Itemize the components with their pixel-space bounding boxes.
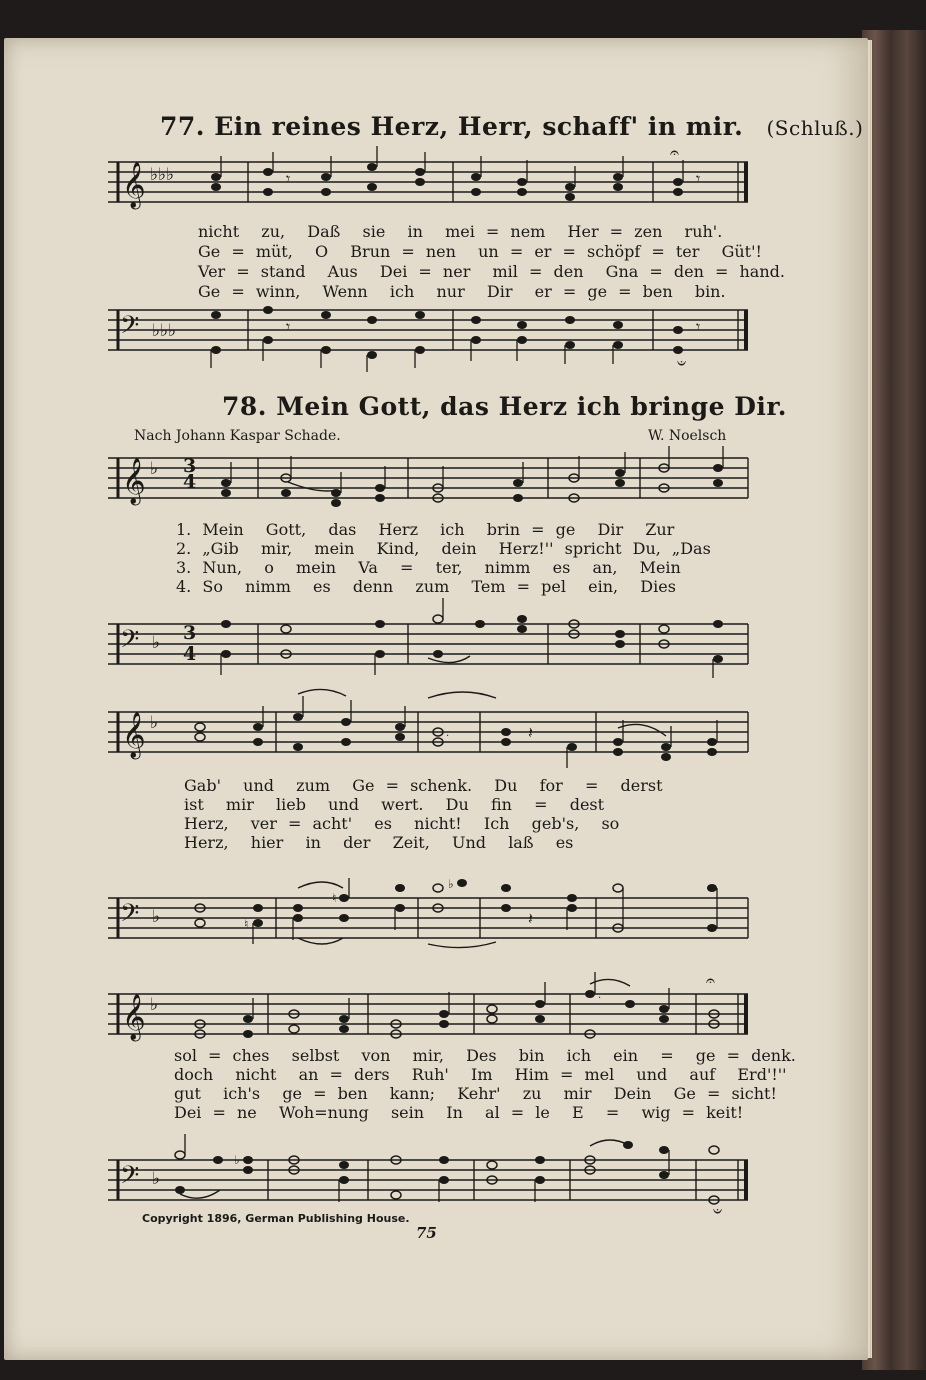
svg-text:♭: ♭ bbox=[448, 877, 454, 891]
svg-text:𝄽: 𝄽 bbox=[528, 909, 533, 928]
hymn-78-lyricist: Nach Johann Kaspar Schade. bbox=[134, 428, 341, 444]
hymn-78-system-2-bass bbox=[108, 877, 758, 954]
svg-text:𝄾: 𝄾 bbox=[696, 317, 701, 336]
system-2-verse-4: Herz, hier in der Zeit, Und laß es bbox=[184, 833, 574, 852]
svg-text:𝄾: 𝄾 bbox=[286, 317, 291, 336]
time-signature-bottom: 4 bbox=[183, 471, 197, 493]
hymn-78-system-2-lyrics bbox=[184, 776, 663, 852]
system-3-verse-3: gut ich's ge = ben kann; Kehr' zu mir Dein Ge = sicht! bbox=[174, 1084, 777, 1103]
hymn-78-system-2-treble bbox=[108, 708, 758, 768]
hymn-77-bass-staff bbox=[108, 306, 758, 376]
svg-text:♮: ♮ bbox=[244, 917, 249, 931]
hymn-78-composer: W. Noelsch bbox=[648, 428, 727, 444]
hymn-78-system-3-treble bbox=[108, 971, 758, 1050]
system-2-verse-1: Gab' und zum Ge = schenk. Du for = derst bbox=[184, 776, 663, 795]
hymn-77-verse-2: Ge = müt, O Brun = nen un = er = schöpf = ter Güt'! bbox=[198, 242, 762, 261]
svg-text:♭: ♭ bbox=[234, 1153, 240, 1167]
system-1-verse-2: 2. „Gib mir, mein Kind, dein Herz!'' spricht Du, „Das bbox=[176, 539, 711, 558]
hymn-77-verse-1: nicht zu, Daß sie in mei = nem Her = zen ruh'. bbox=[198, 222, 723, 241]
svg-text:4: 4 bbox=[183, 643, 197, 665]
svg-text:𝄞: 𝄞 bbox=[122, 162, 146, 208]
svg-text:♭: ♭ bbox=[150, 713, 159, 733]
svg-text:.: . bbox=[446, 728, 450, 739]
svg-text:𝄐: 𝄐 bbox=[706, 971, 715, 990]
svg-text:𝄽: 𝄽 bbox=[528, 723, 533, 742]
copyright-line: Copyright 1896, German Publishing House. bbox=[142, 1212, 410, 1225]
svg-text:♮: ♮ bbox=[332, 891, 337, 905]
hymn-78-system-1-bass bbox=[108, 620, 758, 680]
svg-text:𝄐: 𝄐 bbox=[713, 1202, 722, 1221]
svg-text:♭♭♭: ♭♭♭ bbox=[152, 321, 177, 341]
page-number: 75 bbox=[416, 1224, 437, 1242]
svg-text:3: 3 bbox=[183, 622, 197, 644]
hymn-77-verses bbox=[198, 222, 785, 302]
svg-text:𝄾: 𝄾 bbox=[286, 169, 291, 188]
hymn-78-system-3-lyrics bbox=[174, 1046, 796, 1122]
hymn-78-system-1-lyrics bbox=[176, 520, 711, 596]
hymn-77-verse-4: Ge = winn, Wenn ich nur Dir er = ge = ben bin. bbox=[198, 282, 726, 301]
svg-text:♭: ♭ bbox=[152, 633, 161, 653]
hymn-78-system-1-treble bbox=[108, 454, 758, 514]
svg-text:♭♭♭: ♭♭♭ bbox=[150, 165, 175, 185]
svg-text:𝄢: 𝄢 bbox=[120, 899, 140, 934]
system-3-verse-1: sol = ches selbst von mir, Des bin ich ein = ge = denk. bbox=[174, 1046, 796, 1065]
hymn-78-time-signature bbox=[183, 455, 197, 493]
svg-text:♭: ♭ bbox=[150, 995, 159, 1015]
time-signature-top: 3 bbox=[183, 455, 197, 477]
system-1-verse-1: 1. Mein Gott, das Herz ich brin = ge Dir Zur bbox=[176, 520, 675, 539]
svg-text:𝄾: 𝄾 bbox=[696, 169, 701, 188]
system-1-verse-3: 3. Nun, o mein Va = ter, nimm es an, Mein bbox=[176, 558, 681, 577]
hymn-77-suffix: (Schluß.) bbox=[766, 116, 864, 140]
svg-text:.: . bbox=[598, 990, 602, 1001]
svg-text:𝄢: 𝄢 bbox=[120, 625, 140, 660]
hymn-77-title-text: 77. Ein reines Herz, Herr, schaff' in mir. bbox=[160, 112, 744, 141]
system-2-verse-3: Herz, ver = acht' es nicht! Ich geb's, so bbox=[184, 814, 620, 833]
svg-text:♭: ♭ bbox=[152, 907, 161, 927]
svg-text:𝄐: 𝄐 bbox=[670, 143, 679, 162]
svg-text:♭: ♭ bbox=[150, 459, 159, 479]
svg-text:𝄞: 𝄞 bbox=[122, 994, 146, 1040]
hymn-77-verse-3: Ver = stand Aus Dei = ner mil = den Gna = den = hand. bbox=[198, 262, 785, 281]
svg-text:♭: ♭ bbox=[152, 1169, 161, 1189]
system-3-verse-2: doch nicht an = ders Ruh' Im Him = mel und auf Erd'!'' bbox=[174, 1065, 787, 1084]
hymn-77-title bbox=[160, 112, 863, 141]
system-3-verse-4: Dei = ne Woh=nung sein In al = le E = wig = keit! bbox=[174, 1103, 744, 1122]
svg-text:𝄢: 𝄢 bbox=[120, 1161, 140, 1196]
system-2-verse-2: ist mir lieb und wert. Du fin = dest bbox=[184, 795, 605, 814]
svg-text:𝄞: 𝄞 bbox=[122, 458, 146, 504]
svg-text:𝄐: 𝄐 bbox=[677, 354, 686, 373]
svg-text:𝄞: 𝄞 bbox=[122, 712, 146, 758]
hymn-77-treble-staff bbox=[108, 143, 758, 218]
hymn-78-title: 78. Mein Gott, das Herz ich bringe Dir. bbox=[222, 392, 788, 421]
system-1-verse-4: 4. So nimm es denn zum Tem = pel ein, Dies bbox=[176, 577, 676, 596]
svg-text:𝄢: 𝄢 bbox=[120, 311, 140, 346]
